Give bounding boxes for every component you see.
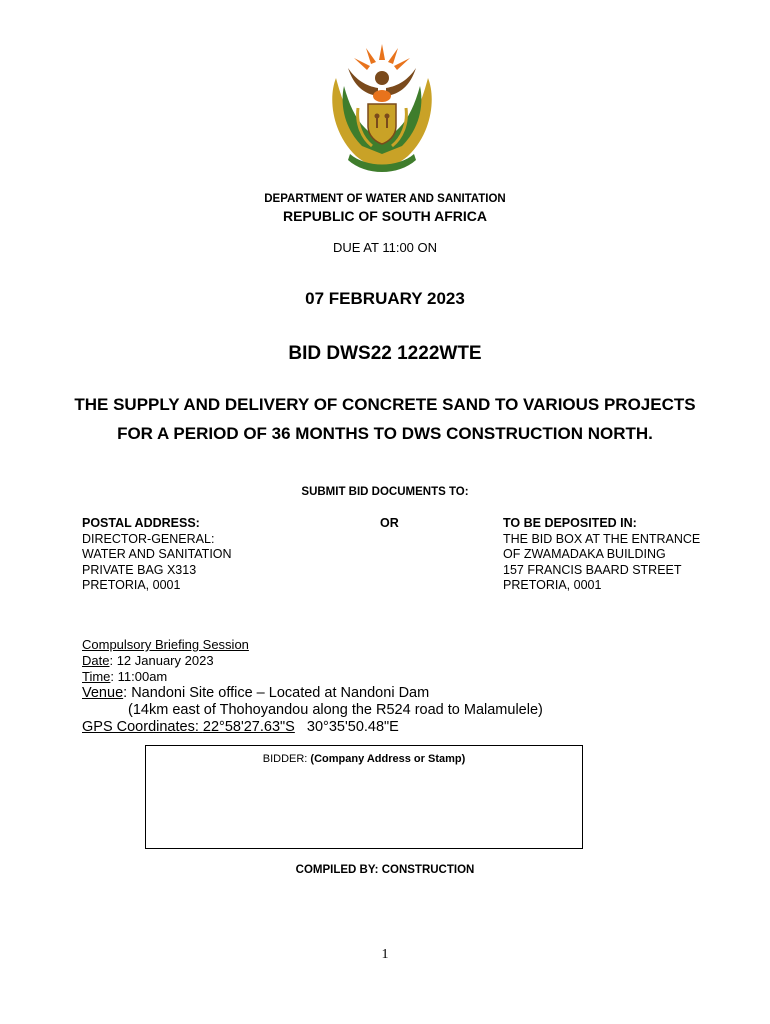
bid-title-line-2: FOR A PERIOD OF 36 MONTHS TO DWS CONSTRUCTION NORTH. <box>117 424 653 443</box>
date-label: Date <box>82 653 110 668</box>
time-value: : 11:00am <box>110 669 168 684</box>
postal-line: WATER AND SANITATION <box>82 547 232 561</box>
deposit-line: PRETORIA, 0001 <box>503 578 602 592</box>
department-name: DEPARTMENT OF WATER AND SANITATION <box>264 193 506 205</box>
postal-heading: POSTAL ADDRESS: <box>82 516 200 530</box>
postal-line: PRIVATE BAG X313 <box>82 562 197 577</box>
bid-number: BID DWS22 1222WTE <box>288 343 482 364</box>
bidder-instruction: (Company Address or Stamp) <box>310 753 466 765</box>
venue-detail: (14km east of Thohoyandou along the R524 road to Malamulele) <box>128 702 543 718</box>
republic-name: REPUBLIC OF SOUTH AFRICA <box>282 208 488 224</box>
postal-line: PRETORIA, 0001 <box>82 578 181 592</box>
page-number: 1 <box>381 947 389 962</box>
bidder-label <box>146 753 582 765</box>
bidder-stamp-box <box>145 745 583 849</box>
coat-of-arms-icon <box>326 38 438 178</box>
postal-address <box>82 516 322 594</box>
bidder-prefix: BIDDER: <box>262 753 311 765</box>
due-date: 07 FEBRUARY 2023 <box>305 289 465 308</box>
deposit-line: 157 FRANCIS BAARD STREET <box>503 562 682 577</box>
deposit-address <box>503 516 743 594</box>
bid-title-line-1: THE SUPPLY AND DELIVERY OF CONCRETE SAND TO VARIOUS PROJECTS <box>74 395 696 414</box>
or-separator: OR <box>380 516 399 530</box>
briefing-venue <box>82 685 543 702</box>
postal-line: DIRECTOR-GENERAL: <box>82 531 215 546</box>
time-label: Time <box>82 669 111 684</box>
date-value: : 12 January 2023 <box>109 653 214 668</box>
due-time: DUE AT 11:00 ON <box>332 240 438 255</box>
briefing-session <box>82 637 543 736</box>
submit-heading: SUBMIT BID DOCUMENTS TO: <box>301 486 469 498</box>
briefing-heading: Compulsory Briefing Session <box>82 637 249 652</box>
gps-label: GPS Coordinates: <box>82 719 203 735</box>
briefing-date <box>82 653 543 669</box>
gps-longitude: 30°35'50.48"E <box>294 719 399 735</box>
gps-latitude: 22°58'27.63"S <box>202 719 295 735</box>
briefing-time <box>82 669 543 685</box>
deposit-line: OF ZWAMADAKA BUILDING <box>503 547 666 561</box>
venue-value: : Nandoni Site office – Located at Nandoni Dam <box>123 685 430 701</box>
venue-label: Venue <box>82 685 124 701</box>
deposit-heading: TO BE DEPOSITED IN: <box>503 516 637 530</box>
briefing-gps <box>82 719 543 736</box>
deposit-line: THE BID BOX AT THE ENTRANCE <box>503 531 701 546</box>
compiled-by: COMPILED BY: CONSTRUCTION <box>295 864 475 876</box>
